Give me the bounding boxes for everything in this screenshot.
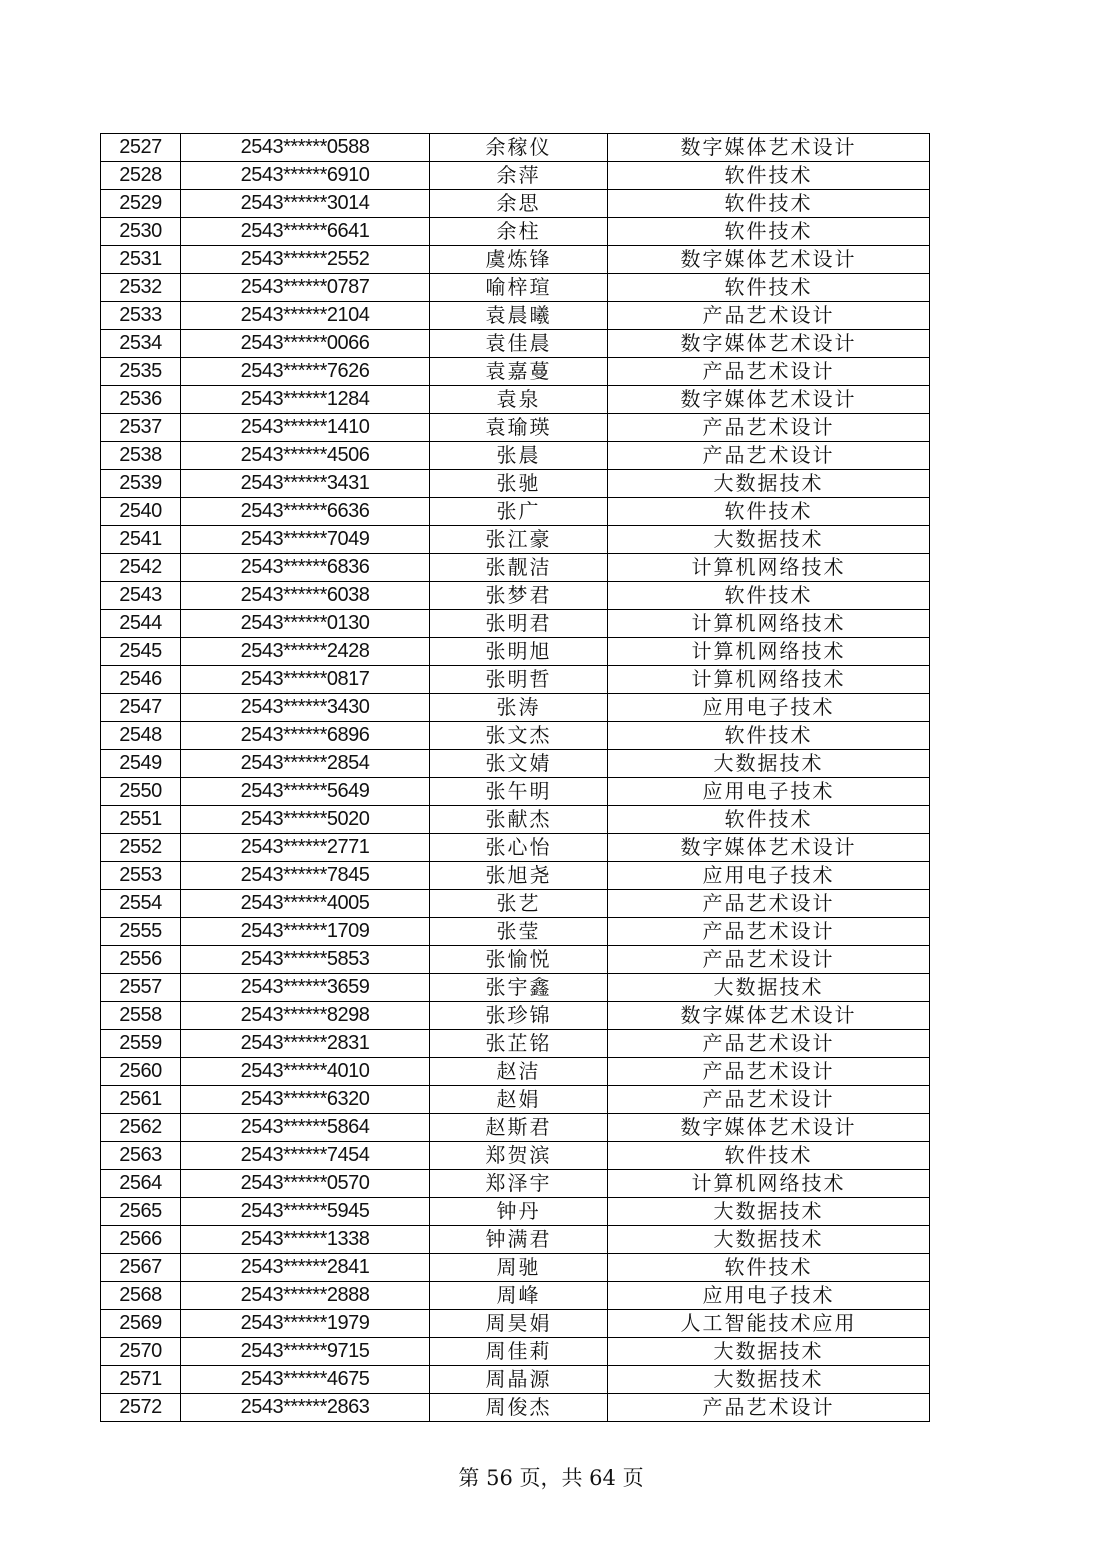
row-number-cell: 2533 [101,302,181,330]
student-name-cell: 张文杰 [430,722,608,750]
major-cell: 应用电子技术 [608,694,930,722]
table-row [101,666,930,694]
major-cell: 产品艺术设计 [608,946,930,974]
student-id-cell: 2543******4005 [181,890,430,918]
row-number-cell: 2536 [101,386,181,414]
student-name-cell: 钟满君 [430,1226,608,1254]
student-id-cell: 2543******5945 [181,1198,430,1226]
row-number-cell: 2529 [101,190,181,218]
major-cell: 大数据技术 [608,470,930,498]
student-id-cell: 2543******6038 [181,582,430,610]
table-row [101,246,930,274]
student-id-cell: 2543******0130 [181,610,430,638]
row-number-cell: 2537 [101,414,181,442]
major-cell: 产品艺术设计 [608,442,930,470]
row-number-cell: 2554 [101,890,181,918]
student-id-cell: 2543******3659 [181,974,430,1002]
student-id-cell: 2543******5864 [181,1114,430,1142]
row-number-cell: 2527 [101,134,181,162]
table-row [101,414,930,442]
row-number-cell: 2530 [101,218,181,246]
student-id-cell: 2543******1709 [181,918,430,946]
row-number-cell: 2572 [101,1394,181,1422]
row-number-cell: 2567 [101,1254,181,1282]
table-row [101,274,930,302]
student-name-cell: 余柱 [430,218,608,246]
student-name-cell: 张江豪 [430,526,608,554]
student-name-cell: 张明君 [430,610,608,638]
major-cell: 大数据技术 [608,974,930,1002]
table-row [101,638,930,666]
major-cell: 软件技术 [608,162,930,190]
table-row [101,722,930,750]
student-name-cell: 张宇鑫 [430,974,608,1002]
student-name-cell: 张艺 [430,890,608,918]
student-id-cell: 2543******2831 [181,1030,430,1058]
student-name-cell: 张涛 [430,694,608,722]
row-number-cell: 2566 [101,1226,181,1254]
student-name-cell: 袁嘉蔓 [430,358,608,386]
major-cell: 数字媒体艺术设计 [608,330,930,358]
table-row [101,862,930,890]
table-row [101,890,930,918]
table-row [101,1086,930,1114]
major-cell: 大数据技术 [608,1198,930,1226]
row-number-cell: 2555 [101,918,181,946]
student-name-cell: 张靓洁 [430,554,608,582]
student-name-cell: 喻梓瑄 [430,274,608,302]
row-number-cell: 2563 [101,1142,181,1170]
student-id-cell: 2543******5649 [181,778,430,806]
major-cell: 软件技术 [608,218,930,246]
table-row [101,946,930,974]
student-id-cell: 2543******9715 [181,1338,430,1366]
major-cell: 应用电子技术 [608,1282,930,1310]
table-row [101,806,930,834]
major-cell: 软件技术 [608,582,930,610]
row-number-cell: 2568 [101,1282,181,1310]
student-name-cell: 余思 [430,190,608,218]
row-number-cell: 2561 [101,1086,181,1114]
table-row [101,134,930,162]
major-cell: 数字媒体艺术设计 [608,246,930,274]
student-id-cell: 2543******2854 [181,750,430,778]
table-row [101,834,930,862]
major-cell: 产品艺术设计 [608,302,930,330]
row-number-cell: 2553 [101,862,181,890]
table-row [101,1058,930,1086]
row-number-cell: 2528 [101,162,181,190]
row-number-cell: 2545 [101,638,181,666]
row-number-cell: 2543 [101,582,181,610]
major-cell: 计算机网络技术 [608,610,930,638]
row-number-cell: 2570 [101,1338,181,1366]
row-number-cell: 2562 [101,1114,181,1142]
student-id-cell: 2543******2771 [181,834,430,862]
row-number-cell: 2534 [101,330,181,358]
row-number-cell: 2546 [101,666,181,694]
student-name-cell: 郑贺滨 [430,1142,608,1170]
student-name-cell: 张莹 [430,918,608,946]
student-id-cell: 2543******8298 [181,1002,430,1030]
table-row [101,1114,930,1142]
student-name-cell: 张旭尧 [430,862,608,890]
student-id-cell: 2543******1338 [181,1226,430,1254]
table-row [101,358,930,386]
table-row [101,1394,930,1422]
student-id-cell: 2543******2863 [181,1394,430,1422]
row-number-cell: 2550 [101,778,181,806]
row-number-cell: 2544 [101,610,181,638]
student-id-cell: 2543******0066 [181,330,430,358]
table-row [101,470,930,498]
major-cell: 计算机网络技术 [608,638,930,666]
student-name-cell: 张文婧 [430,750,608,778]
student-id-cell: 2543******5853 [181,946,430,974]
student-name-cell: 钟丹 [430,1198,608,1226]
major-cell: 数字媒体艺术设计 [608,386,930,414]
student-id-cell: 2543******7454 [181,1142,430,1170]
student-id-cell: 2543******7845 [181,862,430,890]
student-name-cell: 周俊杰 [430,1394,608,1422]
student-id-cell: 2543******6910 [181,162,430,190]
row-number-cell: 2547 [101,694,181,722]
row-number-cell: 2556 [101,946,181,974]
student-name-cell: 虞炼锋 [430,246,608,274]
table-row [101,778,930,806]
student-id-cell: 2543******0588 [181,134,430,162]
major-cell: 软件技术 [608,722,930,750]
student-id-cell: 2543******2841 [181,1254,430,1282]
major-cell: 大数据技术 [608,1338,930,1366]
table-row [101,974,930,1002]
row-number-cell: 2539 [101,470,181,498]
student-id-cell: 2543******4675 [181,1366,430,1394]
row-number-cell: 2565 [101,1198,181,1226]
student-name-cell: 袁佳晨 [430,330,608,358]
student-id-cell: 2543******3431 [181,470,430,498]
major-cell: 数字媒体艺术设计 [608,1114,930,1142]
table-row [101,1030,930,1058]
major-cell: 数字媒体艺术设计 [608,834,930,862]
student-id-cell: 2543******1284 [181,386,430,414]
student-id-cell: 2543******5020 [181,806,430,834]
table-row [101,1198,930,1226]
student-name-cell: 余萍 [430,162,608,190]
student-id-cell: 2543******0787 [181,274,430,302]
table-row [101,554,930,582]
student-id-cell: 2543******3014 [181,190,430,218]
row-number-cell: 2560 [101,1058,181,1086]
table-row [101,750,930,778]
major-cell: 计算机网络技术 [608,554,930,582]
student-name-cell: 周昊娟 [430,1310,608,1338]
student-id-cell: 2543******6320 [181,1086,430,1114]
student-name-cell: 赵娟 [430,1086,608,1114]
major-cell: 大数据技术 [608,1366,930,1394]
row-number-cell: 2532 [101,274,181,302]
student-id-cell: 2543******1979 [181,1310,430,1338]
student-name-cell: 郑泽宇 [430,1170,608,1198]
major-cell: 大数据技术 [608,1226,930,1254]
row-number-cell: 2558 [101,1002,181,1030]
major-cell: 产品艺术设计 [608,890,930,918]
student-id-cell: 2543******2428 [181,638,430,666]
row-number-cell: 2559 [101,1030,181,1058]
row-number-cell: 2564 [101,1170,181,1198]
student-name-cell: 袁晨曦 [430,302,608,330]
table-row [101,1366,930,1394]
student-name-cell: 袁瑜瑛 [430,414,608,442]
major-cell: 人工智能技术应用 [608,1310,930,1338]
student-id-cell: 2543******2888 [181,1282,430,1310]
student-name-cell: 张明旭 [430,638,608,666]
student-name-cell: 周峰 [430,1282,608,1310]
major-cell: 产品艺术设计 [608,1394,930,1422]
table-row [101,302,930,330]
student-id-cell: 2543******7049 [181,526,430,554]
major-cell: 产品艺术设计 [608,918,930,946]
major-cell: 软件技术 [608,806,930,834]
major-cell: 数字媒体艺术设计 [608,134,930,162]
student-name-cell: 张广 [430,498,608,526]
student-id-cell: 2543******6636 [181,498,430,526]
table-row [101,498,930,526]
major-cell: 软件技术 [608,498,930,526]
student-id-cell: 2543******2552 [181,246,430,274]
student-id-cell: 2543******6896 [181,722,430,750]
student-id-cell: 2543******2104 [181,302,430,330]
row-number-cell: 2548 [101,722,181,750]
row-number-cell: 2541 [101,526,181,554]
row-number-cell: 2552 [101,834,181,862]
major-cell: 应用电子技术 [608,862,930,890]
major-cell: 产品艺术设计 [608,1086,930,1114]
student-name-cell: 周驰 [430,1254,608,1282]
table-row [101,1310,930,1338]
student-name-cell: 张芷铭 [430,1030,608,1058]
table-row [101,1254,930,1282]
student-name-cell: 张晨 [430,442,608,470]
student-name-cell: 张献杰 [430,806,608,834]
major-cell: 数字媒体艺术设计 [608,1002,930,1030]
row-number-cell: 2542 [101,554,181,582]
student-name-cell: 赵洁 [430,1058,608,1086]
table-row [101,1282,930,1310]
student-id-cell: 2543******7626 [181,358,430,386]
major-cell: 大数据技术 [608,750,930,778]
roster-table-container [100,133,930,1422]
student-name-cell: 周晶源 [430,1366,608,1394]
roster-table-body [101,134,930,1422]
table-row [101,1170,930,1198]
table-row [101,526,930,554]
table-row [101,190,930,218]
row-number-cell: 2571 [101,1366,181,1394]
table-row [101,1142,930,1170]
row-number-cell: 2551 [101,806,181,834]
major-cell: 产品艺术设计 [608,358,930,386]
student-name-cell: 赵斯君 [430,1114,608,1142]
table-row [101,386,930,414]
major-cell: 软件技术 [608,274,930,302]
student-id-cell: 2543******3430 [181,694,430,722]
student-name-cell: 张愉悦 [430,946,608,974]
major-cell: 计算机网络技术 [608,666,930,694]
major-cell: 软件技术 [608,1142,930,1170]
student-name-cell: 张午明 [430,778,608,806]
student-id-cell: 2543******4010 [181,1058,430,1086]
table-row [101,330,930,358]
major-cell: 大数据技术 [608,526,930,554]
table-row [101,1338,930,1366]
major-cell: 产品艺术设计 [608,1058,930,1086]
table-row [101,1226,930,1254]
page-footer: 第 56 页，共 64 页 [458,1466,644,1490]
table-row [101,218,930,246]
row-number-cell: 2540 [101,498,181,526]
table-row [101,610,930,638]
table-row [101,582,930,610]
student-name-cell: 周佳莉 [430,1338,608,1366]
major-cell: 产品艺术设计 [608,1030,930,1058]
roster-table [100,133,930,1422]
student-id-cell: 2543******1410 [181,414,430,442]
table-row [101,694,930,722]
table-row [101,442,930,470]
student-name-cell: 余稼仪 [430,134,608,162]
student-id-cell: 2543******4506 [181,442,430,470]
row-number-cell: 2535 [101,358,181,386]
student-name-cell: 张珍锦 [430,1002,608,1030]
student-id-cell: 2543******0817 [181,666,430,694]
student-id-cell: 2543******0570 [181,1170,430,1198]
table-row [101,162,930,190]
row-number-cell: 2569 [101,1310,181,1338]
student-name-cell: 张明哲 [430,666,608,694]
table-row [101,918,930,946]
student-name-cell: 袁泉 [430,386,608,414]
row-number-cell: 2549 [101,750,181,778]
major-cell: 产品艺术设计 [608,414,930,442]
student-name-cell: 张心怡 [430,834,608,862]
major-cell: 软件技术 [608,190,930,218]
major-cell: 软件技术 [608,1254,930,1282]
row-number-cell: 2531 [101,246,181,274]
student-name-cell: 张驰 [430,470,608,498]
student-id-cell: 2543******6641 [181,218,430,246]
row-number-cell: 2557 [101,974,181,1002]
table-row [101,1002,930,1030]
major-cell: 应用电子技术 [608,778,930,806]
row-number-cell: 2538 [101,442,181,470]
student-id-cell: 2543******6836 [181,554,430,582]
major-cell: 计算机网络技术 [608,1170,930,1198]
student-name-cell: 张梦君 [430,582,608,610]
